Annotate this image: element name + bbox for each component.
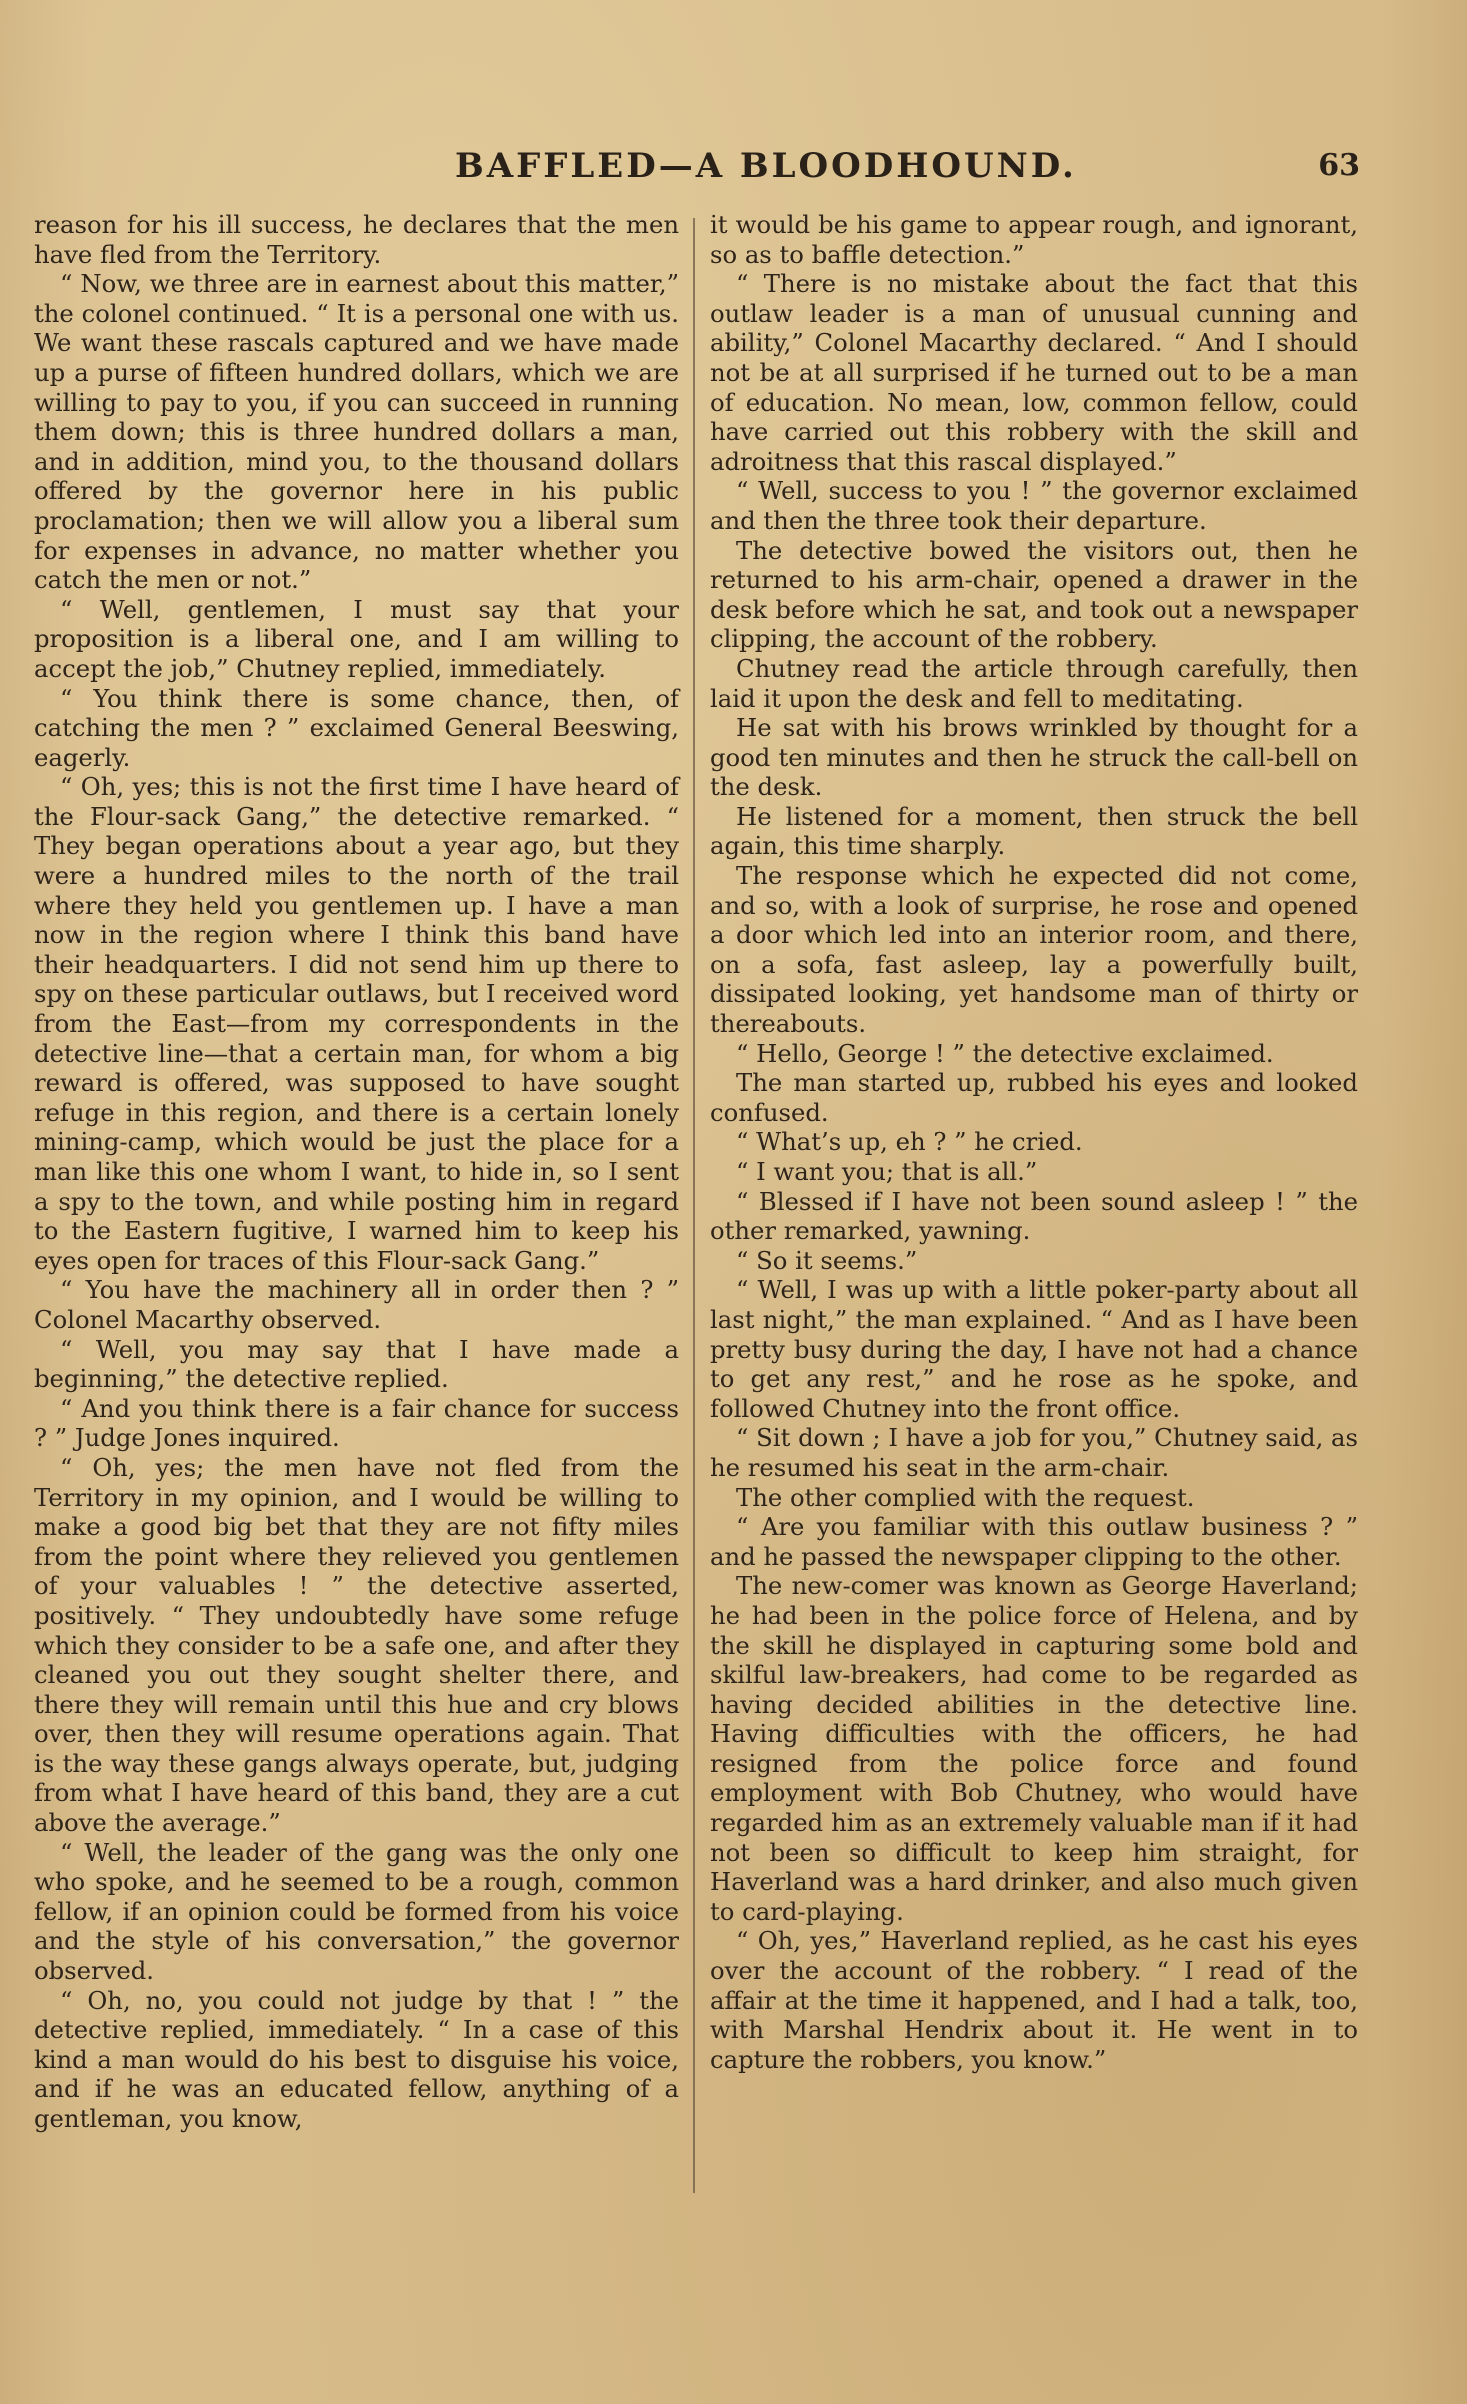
paragraph: it would be his game to appear rough, and ignorant, so as to baffle detection.” — [710, 210, 1358, 269]
paragraph: “ Oh, no, you could not judge by that ! ” the detective replied, immediately. “ In a case of this kind a man would do his best to disguise his voice, and if he was an educated fellow, anything of a gentleman, you know, — [34, 1985, 679, 2133]
page-title: BAFFLED—A BLOODHOUND. — [455, 146, 1077, 186]
paragraph: He sat with his brows wrinkled by thought for a good ten minutes and then he struck the call-bell on the desk. — [710, 713, 1358, 802]
paragraph: “ You have the machinery all in order then ? ” Colonel Macarthy observed. — [34, 1275, 679, 1334]
paragraph: “ You think there is some chance, then, of catching the men ? ” exclaimed General Beeswing, eagerly. — [34, 683, 679, 772]
paragraph: “ What’s up, eh ? ” he cried. — [736, 1127, 1083, 1157]
paragraph: reason for his ill success, he declares that the men have fled from the Territory. — [34, 210, 679, 269]
column-divider — [693, 218, 695, 2193]
page-number: 63 — [1318, 148, 1360, 183]
paragraph: “ Well, I was up with a little poker-party about all last night,” the man explained. “ And as I have been pretty busy during the day, I have not had a chance to get any rest,” and he rose as he spoke, and followed Chutney into the front office. — [710, 1275, 1358, 1423]
paragraph: Chutney read the article through carefully, then laid it upon the desk and fell to meditating. — [710, 653, 1358, 713]
paragraph: “ Now, we three are in earnest about this matter,” the colonel continued. “ It is a personal one with us. We want these rascals captured and we have made up a purse of fifteen hundred dollars, which we are willing to pay to you, if you can succeed in running them down; this is three hundred dollars a man, and in addition, mind you, to the thousand dollars offered by the governor here in his public proclamation; then we will allow you a liberal sum for expenses in advance, no matter whether you catch the men or not.” — [34, 269, 679, 595]
paragraph: “ Hello, George ! ” the detective exclaimed. — [736, 1038, 1274, 1068]
paragraph: The man started up, rubbed his eyes and looked confused. — [710, 1068, 1358, 1127]
text-column-right — [710, 210, 1358, 2074]
paragraph: The other complied with the request. — [736, 1482, 1195, 1512]
paragraph: “ Well, gentlemen, I must say that your proposition is a liberal one, and I am willing to accept the job,” Chutney replied, immediately. — [34, 594, 679, 683]
paragraph: “ So it seems.” — [736, 1245, 918, 1275]
paragraph: “ And you think there is a fair chance for success ? ” Judge Jones inquired. — [34, 1393, 679, 1453]
paragraph: “ Are you familiar with this outlaw business ? ” and he passed the newspaper clipping to the other. — [710, 1512, 1358, 1571]
paragraph: The new-comer was known as George Haverland; he had been in the police force of Helena, and by the skill he displayed in capturing some bold and skilful law-breakers, had come to be regarded as having decided abilities in the detective line. Having difficulties with the officers, he had resigned from the police force and found employment with Bob Chutney, who would have regarded him as an extremely valuable man if it had not been so difficult to keep him straight, for Haverland was a hard drinker, and also much given to card-playing. — [710, 1571, 1358, 1926]
running-header — [455, 146, 1360, 198]
paragraph: “ There is no mistake about the fact that this outlaw leader is a man of unusual cunning and ability,” Colonel Macarthy declared. “ And I should not be at all surprised if he turned out to be a man of education. No mean, low, common fellow, could have carried out this robbery with the skill and adroitness that this rascal displayed.” — [710, 269, 1358, 476]
paragraph: The response which he expected did not come, and so, with a look of surprise, he rose and opened a door which led into an interior room, and there, on a sofa, fast asleep, lay a powerfully built, dissipated looking, yet handsome man of thirty or thereabouts. — [710, 861, 1358, 1039]
paragraph: “ Oh, yes; this is not the first time I have heard of the Flour-sack Gang,” the detective remarked. “ They began operations about a year ago, but they were a hundred miles to the north of the trail where they held you gentlemen up. I have a man now in the region where I think this band have their headquarters. I did not send him up there to spy on these particular outlaws, but I received word from the East—from my correspondents in the detective line—that a certain man, for whom a big reward is offered, was supposed to have sought refuge in this region, and there is a certain lonely mining-camp, which would be just the place for a man like this one whom I want, to hide in, so I sent a spy to the town, and while posting him in regard to the Eastern fugitive, I warned him to keep his eyes open for traces of this Flour-sack Gang.” — [34, 772, 679, 1275]
paragraph: “ Well, the leader of the gang was the only one who spoke, and he seemed to be a rough, common fellow, if an opinion could be formed from his voice and the style of his conversation,” the governor observed. — [34, 1837, 679, 1986]
paragraph: He listened for a moment, then struck the bell again, this time sharply. — [710, 801, 1358, 861]
text-column-left — [34, 210, 679, 2134]
paragraph: “ Sit down ; I have a job for you,” Chutney said, as he resumed his seat in the arm-chair. — [710, 1423, 1358, 1482]
paragraph: “ Oh, yes,” Haverland replied, as he cast his eyes over the account of the robbery. “ I read of the affair at the time it happened, and I had a talk, too, with Marshal Hendrix about it. He went in to capture the robbers, you know.” — [710, 1926, 1358, 2074]
paragraph: “ Oh, yes; the men have not fled from the Territory in my opinion, and I would be willing to make a good big bet that they are not fifty miles from the point where they relieved you gentlemen of your valuables ! ” the detective asserted, positively. “ They undoubtedly have some refuge which they consider to be a safe one, and after they cleaned you out they sought shelter there, and there they will remain until this hue and cry blows over, then they will resume operations again. That is the way these gangs always operate, but, judging from what I have heard of this band, they are a cut above the average.” — [34, 1452, 679, 1838]
paragraph: “ Well, you may say that I have made a beginning,” the detective replied. — [34, 1334, 679, 1394]
paragraph: “ Blessed if I have not been sound asleep ! ” the other remarked, yawning. — [710, 1186, 1358, 1246]
paragraph: The detective bowed the visitors out, then he returned to his arm-chair, opened a drawer in the desk before which he sat, and took out a newspaper clipping, the account of the robbery. — [710, 535, 1358, 654]
paragraph: “ Well, success to you ! ” the governor exclaimed and then the three took their departure. — [710, 476, 1358, 535]
paragraph: “ I want you; that is all.” — [736, 1157, 1038, 1186]
